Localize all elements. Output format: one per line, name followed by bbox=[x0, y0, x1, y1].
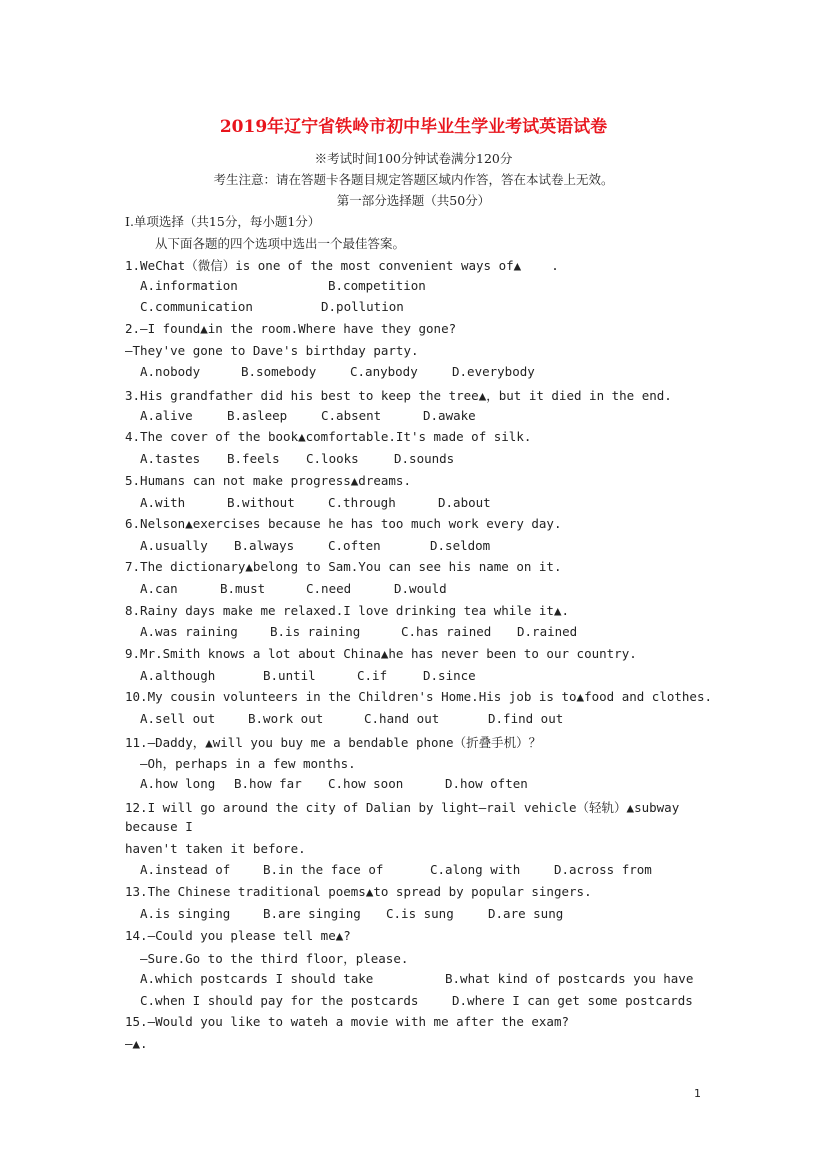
option-d: D.pollution bbox=[321, 299, 404, 314]
question-2-stem: 2.—I found▲in the room.Where have they gone? bbox=[125, 321, 457, 336]
option-c: C.communication bbox=[140, 299, 253, 314]
option-d: D.how often bbox=[445, 776, 528, 791]
option-d: D.since bbox=[423, 668, 476, 683]
option-a: A.instead of bbox=[140, 862, 231, 877]
option-a: A.information bbox=[140, 278, 238, 293]
option-a: A.can bbox=[140, 581, 178, 596]
question-12-options bbox=[140, 862, 652, 878]
option-c: C.absent bbox=[321, 408, 382, 423]
question-12-stem-2: because I bbox=[125, 819, 193, 834]
option-d: D.are sung bbox=[488, 906, 564, 921]
option-a: A.alive bbox=[140, 408, 193, 423]
question-8-stem: 8.Rainy days make me relaxed.I love drinking tea while it▲. bbox=[125, 603, 570, 618]
question-4-options bbox=[140, 451, 455, 467]
option-b: B.until bbox=[263, 668, 316, 683]
option-a: A.sell out bbox=[140, 711, 216, 726]
option-c: C.along with bbox=[430, 862, 521, 877]
question-15-stem: 15.—Would you like to wateh a movie with me after the exam? bbox=[125, 1014, 570, 1029]
question-12-stem-3: haven't taken it before. bbox=[125, 841, 306, 856]
page-number: 1 bbox=[694, 1087, 701, 1100]
option-a: A.was raining bbox=[140, 624, 238, 639]
question-14-options-2 bbox=[140, 993, 693, 1009]
option-d: D.would bbox=[394, 581, 447, 596]
option-d: D.find out bbox=[488, 711, 564, 726]
candidate-notice: 考生注意：请在答题卡各题目规定答题区域内作答，答在本试卷上无效。 bbox=[213, 172, 614, 187]
option-c: C.anybody bbox=[350, 364, 418, 379]
option-a: A.nobody bbox=[140, 364, 201, 379]
question-9-stem: 9.Mr.Smith knows a lot about China▲he has never been to our country. bbox=[125, 646, 637, 661]
question-11-stem: 11.—Daddy，▲will you buy me a bendable phone（折叠手机）？ bbox=[125, 735, 542, 750]
question-4-stem: 4.The cover of the book▲comfortable.It's made of silk. bbox=[125, 429, 532, 444]
question-13-stem: 13.The Chinese traditional poems▲to spread by popular singers. bbox=[125, 884, 592, 899]
option-c: C.often bbox=[328, 538, 381, 553]
option-b: B.competition bbox=[328, 278, 426, 293]
option-c: C.has rained bbox=[401, 624, 492, 639]
option-d: D.where I can get some postcards bbox=[452, 993, 693, 1008]
question-2-options bbox=[140, 364, 535, 380]
question-5-options bbox=[140, 495, 491, 511]
question-7-stem: 7.The dictionary▲belong to Sam.You can see his name on it. bbox=[125, 559, 562, 574]
question-7-options bbox=[140, 581, 447, 597]
option-c: C.through bbox=[328, 495, 396, 510]
option-d: D.seldom bbox=[430, 538, 491, 553]
question-10-options bbox=[140, 711, 564, 727]
option-b: B.are singing bbox=[263, 906, 361, 921]
part-heading: 第一部分选择题（共50分） bbox=[336, 193, 491, 208]
option-b: B.in the face of bbox=[263, 862, 384, 877]
option-d: D.rained bbox=[517, 624, 578, 639]
question-1-options bbox=[140, 278, 426, 294]
option-a: A.with bbox=[140, 495, 186, 510]
question-9-options bbox=[140, 668, 476, 684]
question-12-stem: 12.I will go around the city of Dalian by light—rail vehicle（轻轨）▲subway bbox=[125, 800, 680, 815]
option-b: B.somebody bbox=[241, 364, 317, 379]
question-14-stem: 14.—Could you please tell me▲? bbox=[125, 928, 351, 943]
question-11-options bbox=[140, 776, 528, 792]
question-6-options bbox=[140, 538, 491, 554]
option-a: A.which postcards I should take bbox=[140, 971, 374, 986]
option-d: D.about bbox=[438, 495, 491, 510]
option-d: D.everybody bbox=[452, 364, 535, 379]
question-15-stem-2: —▲. bbox=[125, 1036, 148, 1051]
option-b: B.work out bbox=[248, 711, 324, 726]
option-c: C.need bbox=[306, 581, 352, 596]
option-b: B.without bbox=[227, 495, 295, 510]
question-11-stem-2: —Oh，perhaps in a few months. bbox=[140, 756, 356, 771]
question-14-options bbox=[140, 971, 694, 987]
option-a: A.usually bbox=[140, 538, 208, 553]
option-b: B.feels bbox=[227, 451, 280, 466]
option-b: B.is raining bbox=[270, 624, 361, 639]
question-13-options bbox=[140, 906, 564, 922]
question-8-options bbox=[140, 624, 578, 640]
option-d: D.sounds bbox=[394, 451, 455, 466]
instruction: 从下面各题的四个选项中选出一个最佳答案。 bbox=[155, 236, 406, 251]
option-a: A.is singing bbox=[140, 906, 231, 921]
question-10-stem: 10.My cousin volunteers in the Children's Home.His job is to▲food and clothes. bbox=[125, 689, 712, 704]
option-b: B.must bbox=[220, 581, 266, 596]
option-c: C.when I should pay for the postcards bbox=[140, 993, 419, 1008]
option-b: B.how far bbox=[234, 776, 302, 791]
option-c: C.is sung bbox=[386, 906, 454, 921]
option-c: C.how soon bbox=[328, 776, 404, 791]
option-a: A.although bbox=[140, 668, 216, 683]
question-1-stem: 1.WeChat（微信）is one of the most convenient ways of▲ . bbox=[125, 258, 559, 273]
exam-title: 2019年辽宁省铁岭市初中毕业生学业考试英语试卷 bbox=[219, 117, 608, 137]
question-3-options bbox=[140, 408, 476, 424]
option-a: A.tastes bbox=[140, 451, 201, 466]
question-2-stem-2: —They've gone to Dave's birthday party. bbox=[125, 343, 419, 358]
section-heading: I.单项选择（共15分，每小题1分） bbox=[125, 214, 321, 229]
question-5-stem: 5.Humans can not make progress▲dreams. bbox=[125, 473, 411, 488]
question-3-stem: 3.His grandfather did his best to keep the tree▲，but it died in the end. bbox=[125, 388, 672, 403]
option-c: C.if bbox=[357, 668, 388, 683]
option-c: C.looks bbox=[306, 451, 359, 466]
option-b: B.asleep bbox=[227, 408, 288, 423]
option-d: D.across from bbox=[554, 862, 652, 877]
question-14-stem-2: —Sure.Go to the third floor，please. bbox=[140, 951, 409, 966]
option-b: B.always bbox=[234, 538, 295, 553]
exam-info: ※考试时间100分钟试卷满分120分 bbox=[314, 151, 513, 166]
option-d: D.awake bbox=[423, 408, 476, 423]
option-c: C.hand out bbox=[364, 711, 440, 726]
question-1-options-2 bbox=[140, 299, 404, 315]
option-a: A.how long bbox=[140, 776, 216, 791]
option-b: B.what kind of postcards you have bbox=[445, 971, 694, 986]
question-6-stem: 6.Nelson▲exercises because he has too much work every day. bbox=[125, 516, 562, 531]
